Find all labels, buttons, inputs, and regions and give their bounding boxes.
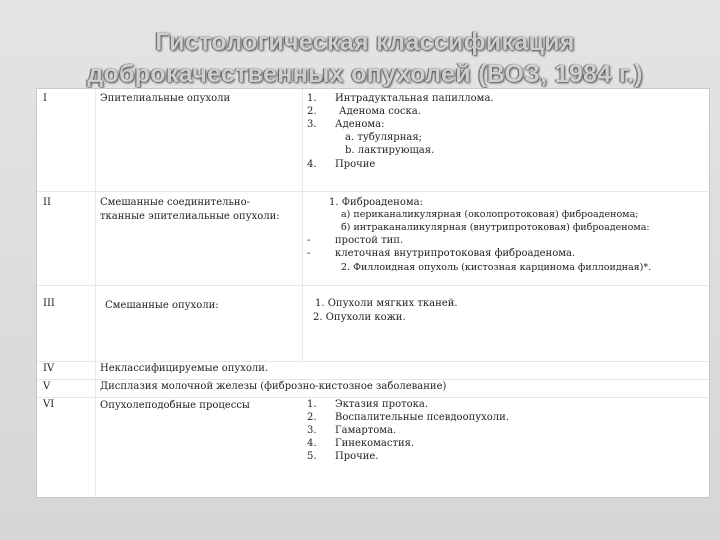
list-item: простой тип. (335, 235, 404, 246)
row-number: II (43, 197, 51, 208)
list-item: Аденома соска. (339, 106, 421, 117)
item-number: 4. (307, 159, 317, 170)
row-number: III (43, 298, 55, 309)
item-number: 4. (307, 438, 317, 449)
list-item: 1. Опухоли мягких тканей. (315, 298, 458, 309)
list-item: Прочие. (335, 451, 379, 462)
title-line-2: доброкачественных опухолей (ВОЗ, 1984 г.) (87, 60, 643, 88)
row-name: тканные эпителиальные опухоли: (100, 211, 280, 222)
row-number: IV (43, 363, 55, 374)
row-number: VI (43, 399, 55, 410)
item-number: 5. (307, 451, 317, 462)
row-name: Смешанные опухоли: (105, 300, 219, 311)
item-number: 2. (307, 106, 317, 117)
row-name: Опухолеподобные процессы (100, 400, 250, 411)
dash-marker: - (307, 248, 311, 259)
list-item: b. лактирующая. (345, 145, 435, 156)
list-item: а) периканаликулярная (околопротоковая) фиброаденома; (341, 209, 639, 220)
list-item: Воспалительные псевдоопухоли. (335, 412, 509, 423)
list-item: 1. Фиброаденома: (329, 197, 423, 208)
list-item: Прочие (335, 159, 376, 170)
row-divider (37, 397, 709, 398)
item-number: 2. (307, 412, 317, 423)
list-item: Эктазия протока. (335, 399, 429, 410)
list-item: а. тубулярная; (345, 132, 423, 143)
row-number: V (43, 381, 51, 392)
item-number: 1. (307, 93, 317, 104)
list-item: 2. Опухоли кожи. (313, 312, 406, 323)
item-number: 3. (307, 425, 317, 436)
row-name: Неклассифицируемые опухоли. (100, 363, 269, 374)
row-divider (37, 361, 709, 362)
row-number: I (43, 93, 47, 104)
row-divider (37, 285, 709, 286)
row-divider (37, 379, 709, 380)
slide-title (20, 26, 710, 90)
item-number: 3. (307, 119, 317, 130)
list-item: Интрадуктальная папиллома. (335, 93, 494, 104)
row-name: Дисплазия молочной железы (фиброзно-кистозное заболевание) (100, 381, 447, 392)
list-item: Аденома: (335, 119, 385, 130)
classification-table (36, 88, 710, 498)
list-item: 2. Филлоидная опухоль (кистозная карцинома филлоидная)*. (341, 262, 652, 273)
row-divider (37, 191, 709, 192)
dash-marker: - (307, 235, 311, 246)
item-number: 1. (307, 399, 317, 410)
column-divider (95, 89, 96, 497)
list-item: Гамартома. (335, 425, 397, 436)
row-name: Эпителиальные опухоли (100, 93, 231, 104)
column-divider (302, 89, 303, 361)
row-name: Смешанные соединительно- (100, 197, 250, 208)
list-item: клеточная внутрипротоковая фиброаденома. (335, 248, 576, 259)
title-line-1: Гистологическая классификация (155, 28, 575, 56)
list-item: Гинекомастия. (335, 438, 415, 449)
list-item: б) интраканаликулярная (внутрипротоковая) фиброаденома: (341, 222, 650, 233)
